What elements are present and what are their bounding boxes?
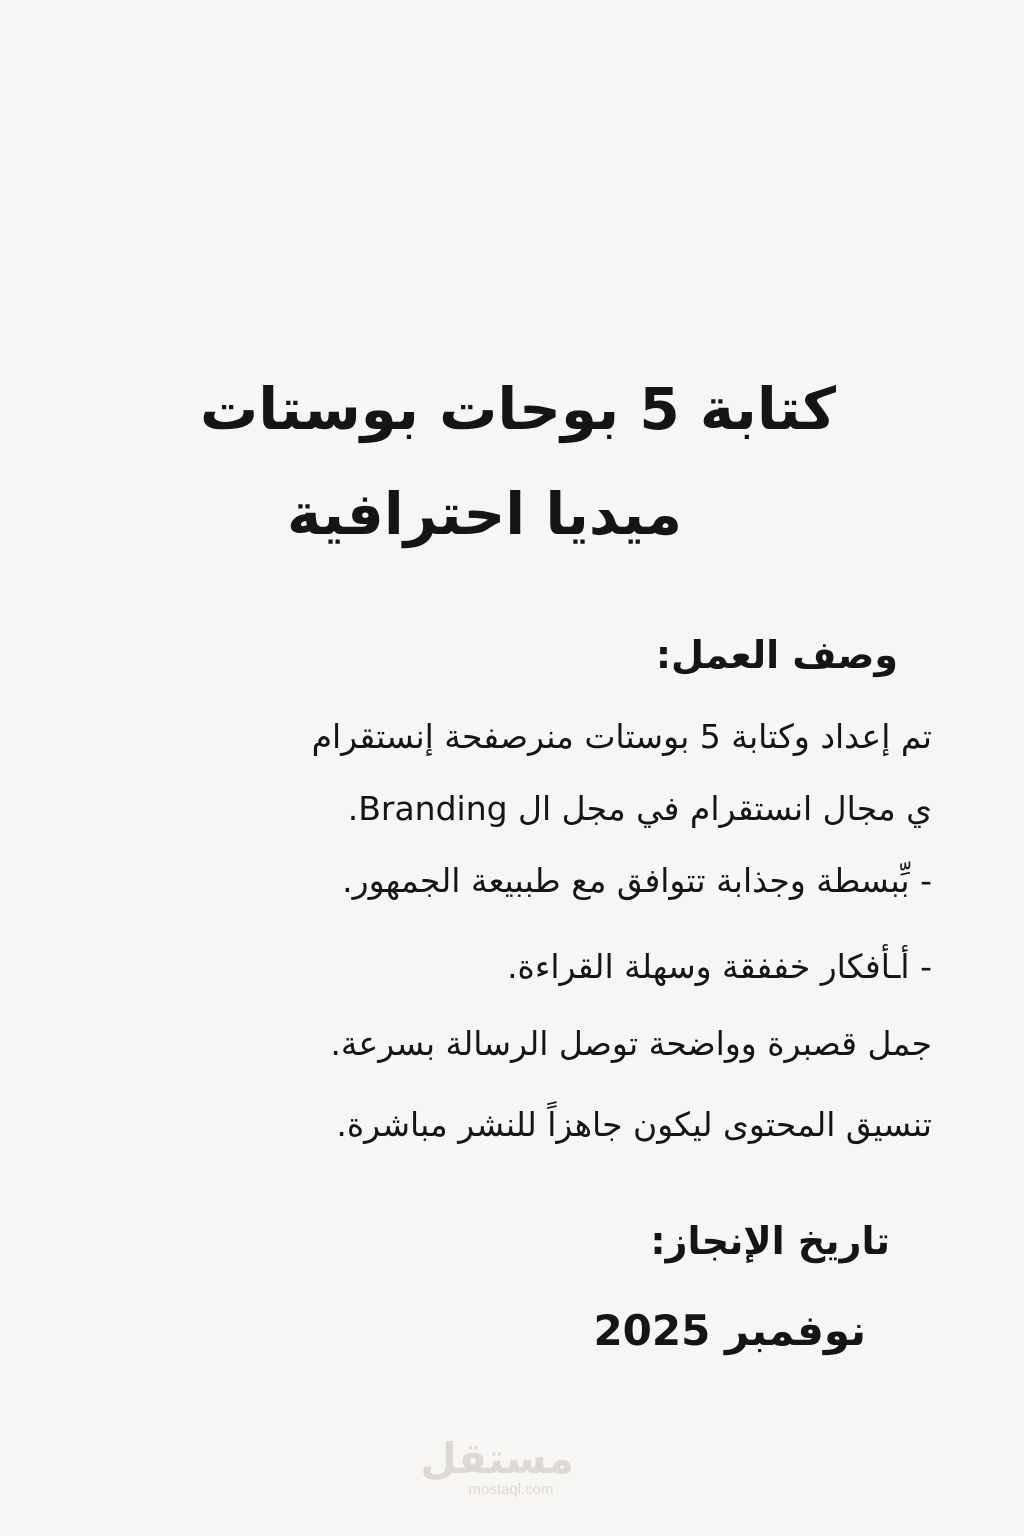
- document-title-line-2: ميديا احترافية: [287, 480, 682, 548]
- mostaql-watermark: [420, 1434, 574, 1498]
- completion-date-heading: تاريخ الإنجاز:: [650, 1219, 890, 1263]
- description-line-4: - أـأفكار خففقة وسهلة القراءة.: [507, 947, 932, 986]
- description-line-3: - بِّبسطة وجذابة تتوافق مع طببيعة الجمهور.: [342, 861, 932, 900]
- completion-date-value: نوفمبر 2025: [593, 1306, 866, 1355]
- document-title-line-1: كتابة 5 بوحات بوستات: [200, 375, 836, 443]
- watermark-arabic-text: مستقل: [420, 1434, 574, 1483]
- description-line-2: ي مجال انستقرام في مجل ال Branding.: [347, 789, 932, 828]
- description-heading: وصف العمل:: [655, 633, 898, 677]
- description-line-5: جمل قصبرة وواضحة توصل الرسالة بسرعة.: [330, 1024, 932, 1063]
- description-line-6: تنسيق المحتوى ليكون جاهزاً للنشر مباشرة.: [336, 1105, 932, 1144]
- watermark-latin-text: mostaql.com: [468, 1481, 554, 1498]
- description-line-1: تم إعداد وكتابة 5 بوستات منرصفحة إنستقرام: [311, 717, 932, 756]
